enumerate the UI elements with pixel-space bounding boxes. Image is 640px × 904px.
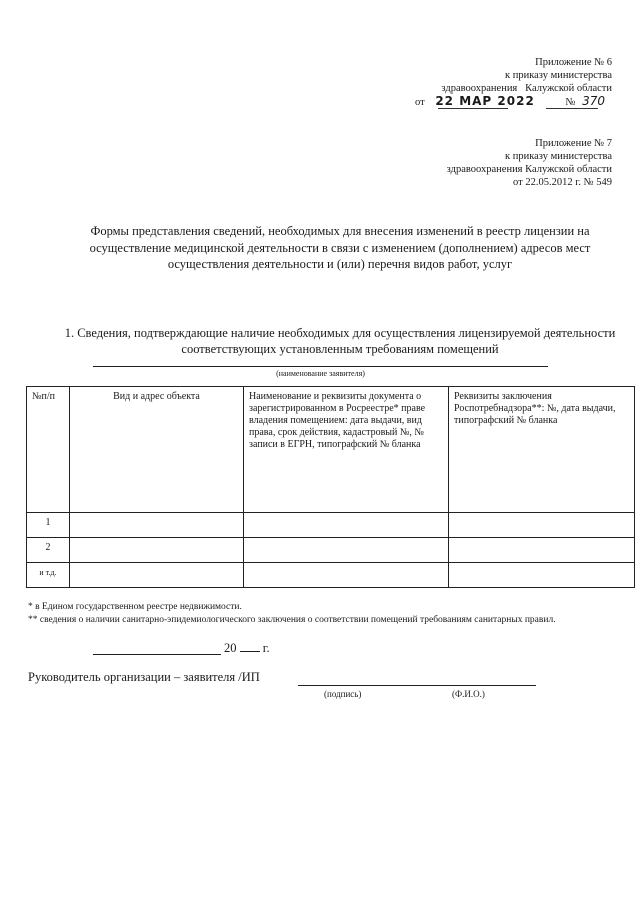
footnote-2: ** сведения о наличии санитарно-эпидемиологического заключения о соответствии помещений требованиям санитарных правил. — [28, 615, 556, 625]
cell-rospotrebnadzor[interactable] — [449, 513, 635, 538]
number-underline — [546, 108, 598, 109]
caption-signature: (подпись) — [324, 689, 362, 699]
appendix-7-ministry: здравоохранения Калужской области — [446, 164, 612, 175]
applicant-caption: (наименование заявителя) — [276, 369, 365, 378]
row-number: и т.д. — [27, 563, 70, 588]
caption-full-name: (Ф.И.О.) — [452, 689, 485, 699]
cell-rospotrebnadzor[interactable] — [449, 563, 635, 588]
document-title: Формы представления сведений, необходимых для внесения изменений в реестр лицензии на осуществление медицинской деятельности в связи с изменением (дополнением) адресов мест осуществления деятельности и (или) перечня видов работ, услуг — [89, 224, 591, 271]
from-label: от — [415, 97, 425, 108]
footnote-1: * в Едином государственном реестре недвижимости. — [28, 602, 242, 612]
premises-table — [26, 386, 635, 588]
cell-object[interactable] — [70, 538, 244, 563]
header-rospotrebnadzor: Реквизиты заключения Роспотребнадзора**: №, дата выдачи, типографский № бланка — [449, 387, 635, 513]
table-row — [27, 538, 635, 563]
cell-ownership-doc[interactable] — [244, 563, 449, 588]
signature-line[interactable] — [298, 685, 536, 686]
appendix-6-ministry: здравоохранения Калужской области — [441, 83, 612, 94]
cell-object[interactable] — [70, 563, 244, 588]
appendix-6-title: Приложение № 6 — [535, 57, 612, 68]
cell-ownership-doc[interactable] — [244, 538, 449, 563]
row-number: 2 — [27, 538, 70, 563]
handwritten-date: 22 МАР 2022 — [435, 94, 535, 108]
appendix-6-order: к приказу министерства — [504, 70, 612, 81]
header-number: №п/п — [27, 387, 70, 513]
cell-rospotrebnadzor[interactable] — [449, 538, 635, 563]
handwritten-number: 370 — [582, 94, 605, 108]
section-1-heading: 1. Сведения, подтверждающие наличие необходимых для осуществления лицензируемой деятельности соответствующих установленным требованиям помещений — [64, 326, 616, 356]
appendix-6-date-line — [415, 94, 615, 108]
cell-object[interactable] — [70, 513, 244, 538]
applicant-name-line[interactable] — [93, 366, 548, 367]
appendix-7-title: Приложение № 7 — [535, 138, 612, 149]
row-number: 1 — [27, 513, 70, 538]
year-blank[interactable] — [240, 651, 260, 652]
appendix-6-block — [441, 56, 612, 95]
date-day-month-line[interactable] — [93, 654, 221, 655]
signature-label: Руководитель организации – заявителя /ИП — [28, 670, 260, 684]
appendix-7-order: к приказу министерства — [504, 151, 612, 162]
header-ownership-doc: Наименование и реквизиты документа о зарегистрированном в Росреестре* праве владения помещением: дата выдачи, вид права, срок действия, кадастровый №, № записи в ЕГРН, типографский № бланка — [244, 387, 449, 513]
cell-ownership-doc[interactable] — [244, 513, 449, 538]
table-row — [27, 513, 635, 538]
table-row — [27, 563, 635, 588]
header-object: Вид и адрес объекта — [70, 387, 244, 513]
date-year-line — [224, 641, 270, 656]
year-suffix: г. — [262, 641, 270, 655]
date-underline — [438, 108, 508, 109]
appendix-7-date: от 22.05.2012 г. № 549 — [513, 177, 612, 188]
year-prefix: 20 — [224, 641, 237, 655]
appendix-7-block — [447, 137, 612, 189]
number-label: № — [565, 97, 576, 108]
table-header-row — [27, 387, 635, 513]
